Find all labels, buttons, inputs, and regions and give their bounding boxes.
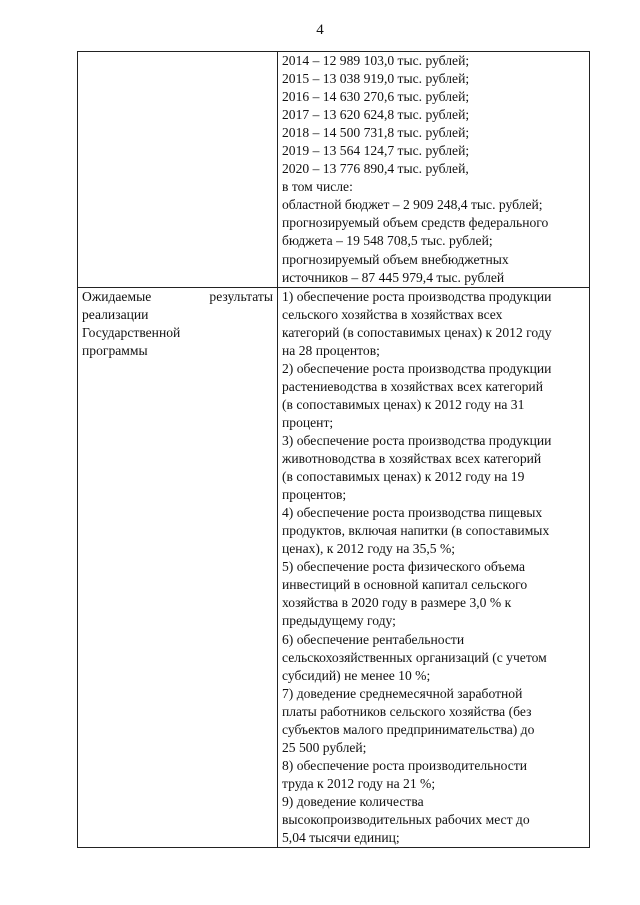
funding-line: 2015 – 13 038 919,0 тыс. рублей; — [282, 71, 470, 87]
result-line: труда к 2012 году на 21 %; — [282, 775, 436, 791]
result-line: 2) обеспечение роста производства продукции — [282, 360, 552, 376]
result-line: субсидий) не менее 10 %; — [282, 667, 431, 683]
funding-line: 2016 – 14 630 270,6 тыс. рублей; — [282, 89, 470, 105]
result-line: инвестиций в основной капитал сельского — [282, 577, 528, 593]
result-line: продуктов, включая напитки (в сопоставимых — [282, 523, 550, 539]
funding-line: 2019 – 13 564 124,7 тыс. рублей; — [282, 143, 470, 159]
expected-results-label-line: программы — [82, 342, 148, 358]
result-line: 9) доведение количества — [282, 793, 424, 809]
funding-line: 2017 – 13 620 624,8 тыс. рублей; — [282, 107, 470, 123]
result-line: категорий (в сопоставимых ценах) к 2012 году — [282, 324, 552, 340]
result-line: процент; — [282, 414, 334, 430]
funding-line: прогнозируемый объем средств федерального — [282, 215, 549, 231]
page-number: 4 — [316, 22, 324, 38]
result-line: на 28 процентов; — [282, 342, 380, 358]
program-passport-table — [77, 51, 590, 848]
result-line: растениеводства в хозяйствах всех категорий — [282, 378, 543, 394]
result-line: 1) обеспечение роста производства продукции — [282, 288, 552, 304]
result-line: платы работников сельского хозяйства (без — [282, 703, 532, 719]
result-line: животноводства в хозяйствах всех категорий — [282, 451, 542, 467]
funding-label-cell — [78, 52, 278, 288]
funding-line: в том числе: — [282, 179, 353, 195]
expected-results-row — [78, 287, 590, 847]
label-word: результаты — [209, 288, 273, 304]
result-line: (в сопоставимых ценах) к 2012 году на 19 — [282, 469, 525, 485]
result-line: субъектов малого предпринимательства) до — [282, 721, 535, 737]
result-line: высокопроизводительных рабочих мест до — [282, 811, 530, 827]
result-line: 6) обеспечение рентабельности — [282, 631, 465, 647]
result-line: предыдущему году; — [282, 613, 396, 629]
result-line: хозяйства в 2020 году в размере 3,0 % к — [282, 595, 512, 611]
expected-results-label-line: реализации — [82, 306, 149, 322]
expected-results-label-cell — [78, 287, 278, 847]
result-line: 4) обеспечение роста производства пищевых — [282, 505, 543, 521]
funding-values-cell — [278, 52, 590, 288]
result-line: 5) обеспечение роста физического объема — [282, 559, 526, 575]
result-line: 25 500 рублей; — [282, 739, 367, 755]
funding-line: источников – 87 445 979,4 тыс. рублей — [282, 269, 505, 285]
funding-line: 2018 – 14 500 731,8 тыс. рублей; — [282, 125, 470, 141]
result-line: сельскохозяйственных организаций (с учетом — [282, 649, 547, 665]
result-line: 7) доведение среднемесячной заработной — [282, 685, 523, 701]
funding-line: 2014 – 12 989 103,0 тыс. рублей; — [282, 53, 470, 68]
expected-results-label-first-line — [82, 288, 273, 306]
funding-row — [78, 52, 590, 288]
result-line: процентов; — [282, 487, 347, 503]
result-line: 8) обеспечение роста производительности — [282, 757, 528, 773]
result-line: 3) обеспечение роста производства продукции — [282, 432, 552, 448]
result-line: ценах), к 2012 году на 35,5 %; — [282, 541, 456, 557]
label-word: Ожидаемые — [82, 288, 152, 304]
expected-results-values-cell — [278, 287, 590, 847]
funding-line: прогнозируемый объем внебюджетных — [282, 251, 509, 267]
funding-line: 2020 – 13 776 890,4 тыс. рублей, — [282, 161, 469, 177]
funding-line: бюджета – 19 548 708,5 тыс. рублей; — [282, 233, 493, 249]
funding-line: областной бюджет – 2 909 248,4 тыс. рублей; — [282, 197, 543, 213]
result-line: сельского хозяйства в хозяйствах всех — [282, 306, 503, 322]
result-line: (в сопоставимых ценах) к 2012 году на 31 — [282, 396, 525, 412]
result-line: 5,04 тысячи единиц; — [282, 830, 400, 846]
expected-results-label-line: Государственной — [82, 324, 181, 340]
